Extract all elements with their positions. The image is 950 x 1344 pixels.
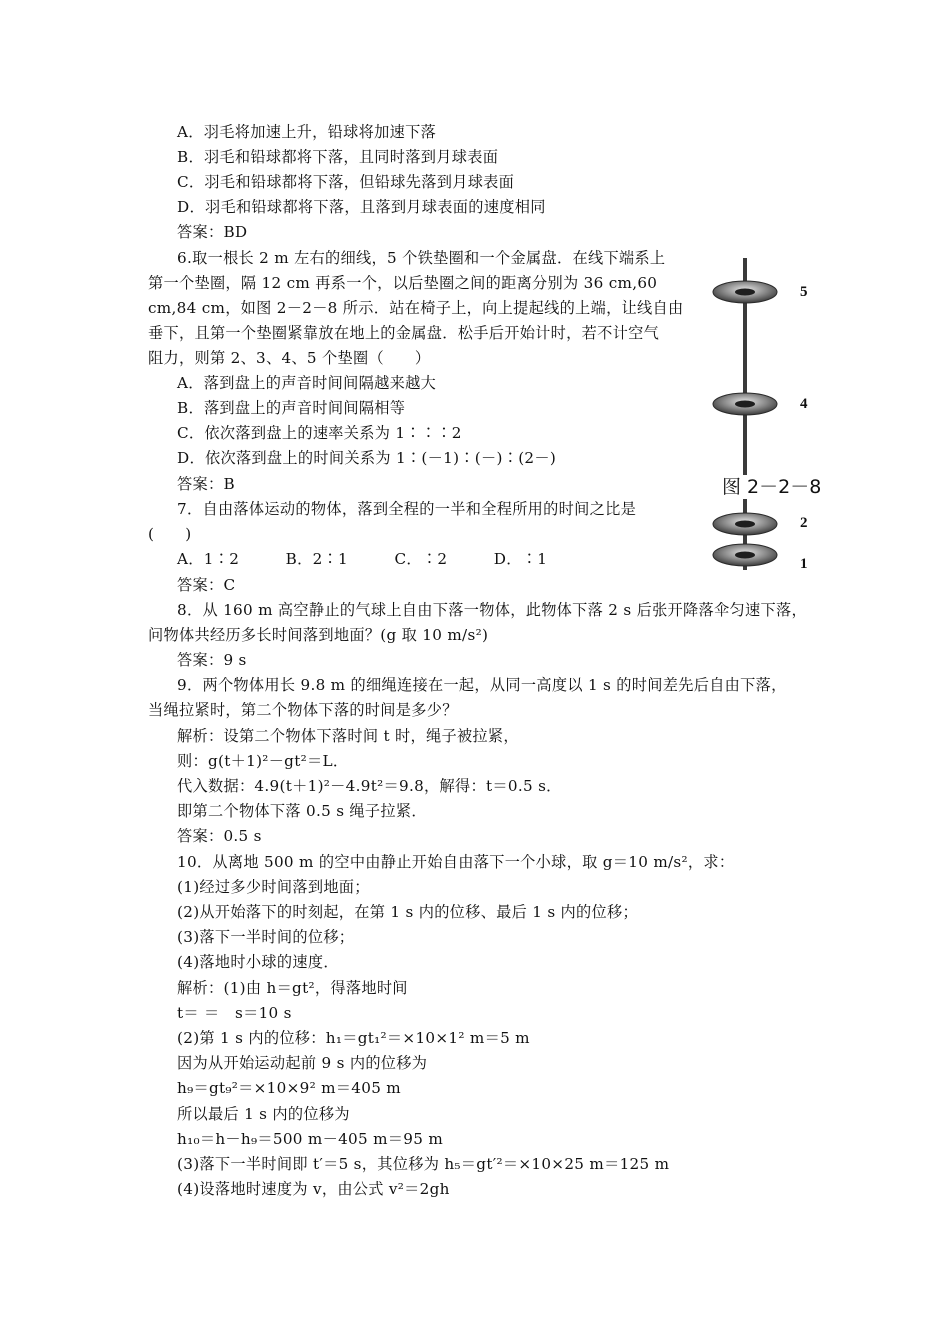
washer-5 [713, 281, 777, 303]
washer-string-figure [700, 250, 840, 590]
q10-solution-4: 因为从开始运动起前 9 s 内的位移为 [177, 1054, 428, 1072]
q8-stem-line2: 问物体共经历多长时间落到地面？(g 取 10 m/s²) [148, 626, 489, 644]
q6-stem-line3: cm,84 cm，如图 2－2－8 所示．站在椅子上，向上提起线的上端，让线自由 [148, 299, 684, 317]
washer-string-diagram [700, 250, 840, 590]
q10-part-3: (3)落下一半时间的位移； [177, 928, 355, 946]
q10-part-2: (2)从开始落下的时刻起，在第 1 s 内的位移、最后 1 s 内的位移； [177, 903, 638, 921]
washer-label-5: 5 [800, 284, 808, 300]
q6-answer: 答案：B [177, 475, 235, 493]
q6-stem-line1: 6.取一根长 2 m 左右的细线，5 个铁垫圈和一个金属盘．在线下端系上 [177, 249, 666, 267]
q7-options: A．1∶2 B．2∶1 C．∶2 D．∶1 [177, 550, 548, 568]
q6-stem-line2: 第一个垫圈，隔 12 cm 再系一个，以后垫圈之间的距离分别为 36 cm,60 [148, 274, 658, 292]
washer-1 [713, 544, 777, 566]
q9-solution-4: 即第二个物体下落 0.5 s 绳子拉紧． [177, 802, 427, 820]
q9-solution-1: 解析：设第二个物体下落时间 t 时，绳子被拉紧， [177, 727, 519, 745]
washer-4 [713, 393, 777, 415]
q5-option-d: D．羽毛和铅球都将下落，且落到月球表面的速度相同 [177, 198, 546, 216]
q9-stem-line1: 9．两个物体用长 9.8 m 的细绳连接在一起，从同一高度以 1 s 的时间差先后自由下落， [177, 676, 787, 694]
q9-solution-2: 则：g(t＋1)²－gt²＝L． [177, 752, 349, 770]
q10-solution-1: 解析：(1)由 h＝gt²，得落地时间 [177, 979, 408, 997]
q6-stem-line4: 垂下，且第一个垫圈紧靠放在地上的金属盘．松手后开始计时，若不计空气 [148, 324, 660, 342]
q10-part-1: (1)经过多少时间落到地面； [177, 878, 370, 896]
q6-stem-line5: 阻力，则第 2、3、4、5 个垫圈（ ） [148, 349, 431, 367]
q10-stem: 10．从离地 500 m 的空中由静止开始自由落下一个小球，取 g＝10 m/s²，求： [177, 853, 735, 871]
q5-option-a: A．羽毛将加速上升，铅球将加速下落 [177, 123, 437, 141]
q10-solution-3: (2)第 1 s 内的位移：h₁＝gt₁²＝×10×1² m＝5 m [177, 1029, 530, 1047]
q5-option-b: B．羽毛和铅球都将下落，且同时落到月球表面 [177, 148, 499, 166]
q10-part-4: (4)落地时小球的速度． [177, 953, 339, 971]
figure-caption: 图 2－2－8 [719, 475, 824, 499]
q10-solution-6: 所以最后 1 s 内的位移为 [177, 1105, 350, 1123]
q9-answer: 答案：0.5 s [177, 827, 262, 845]
q6-option-b: B．落到盘上的声音时间间隔相等 [177, 399, 406, 417]
washer-2 [713, 513, 777, 535]
q7-answer: 答案：C [177, 576, 236, 594]
q10-solution-8: (3)落下一半时间即 t′＝5 s，其位移为 h₅＝gt′²＝×10×25 m＝125 m [177, 1155, 670, 1173]
q10-solution-7: h₁₀＝h－h₉＝500 m－405 m＝95 m [177, 1130, 444, 1148]
washer-label-4: 4 [800, 396, 808, 412]
q10-solution-5: h₉＝gt₉²＝×10×9² m＝405 m [177, 1079, 402, 1097]
q9-stem-line2: 当绳拉紧时，第二个物体下落的时间是多少？ [148, 701, 458, 719]
q8-answer: 答案：9 s [177, 651, 247, 669]
q8-stem-line1: 8．从 160 m 高空静止的气球上自由下落一物体，此物体下落 2 s 后张开降落伞匀速下落， [177, 601, 807, 619]
q9-solution-3: 代入数据：4.9(t＋1)²－4.9t²＝9.8，解得：t＝0.5 s． [177, 777, 562, 795]
q6-option-d: D．依次落到盘上的时间关系为 1∶(－1)∶(－)∶(2－) [177, 449, 557, 467]
q10-solution-2: t＝ ＝ s＝10 s [177, 1004, 292, 1022]
q7-stem-line2: ( ) [148, 525, 192, 543]
q6-option-c: C．依次落到盘上的速率关系为 1∶∶∶2 [177, 424, 462, 442]
q5-option-c: C．羽毛和铅球都将下落，但铅球先落到月球表面 [177, 173, 515, 191]
washer-label-1: 1 [800, 556, 808, 572]
q7-stem-line1: 7．自由落体运动的物体，落到全程的一半和全程所用的时间之比是 [177, 500, 637, 518]
q10-solution-9: (4)设落地时速度为 v，由公式 v²＝2gh [177, 1180, 450, 1198]
q5-answer: 答案：BD [177, 223, 248, 241]
washer-label-2: 2 [800, 515, 808, 531]
q6-option-a: A．落到盘上的声音时间间隔越来越大 [177, 374, 437, 392]
